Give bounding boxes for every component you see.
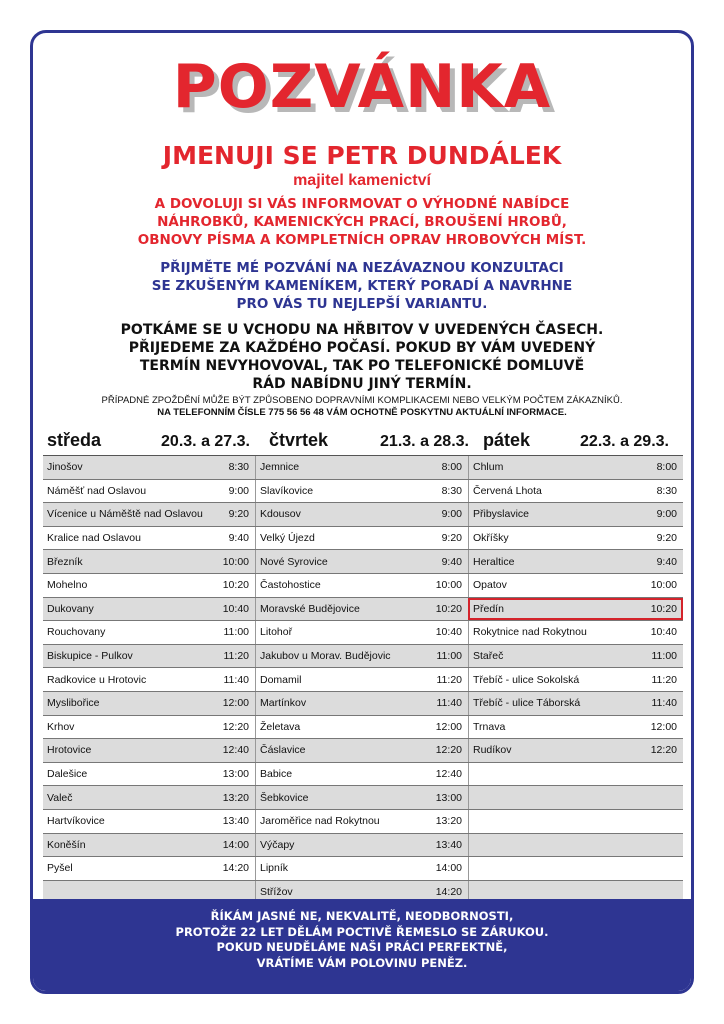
table-row [43, 716, 683, 740]
meeting-time: 13:00 [435, 791, 462, 804]
schedule-cell [255, 456, 468, 479]
meeting-time: 10:40 [650, 626, 677, 639]
schedule-cell [468, 739, 683, 762]
schedule-cell [43, 692, 255, 715]
table-row [43, 574, 683, 598]
place-name: Dalešice [47, 768, 88, 781]
schedule-cell [43, 527, 255, 550]
meeting-time: 13:20 [435, 815, 462, 828]
invitation-poster [30, 30, 694, 994]
day-header-thursday [269, 430, 469, 454]
place-name: Krhov [47, 720, 75, 733]
place-name: Jakubov u Morav. Budějovic [260, 650, 391, 663]
schedule-cell [468, 550, 683, 573]
table-row [43, 598, 683, 622]
schedule-cell [43, 598, 255, 621]
place-name: Rouchovany [47, 626, 106, 639]
place-name: Pyšel [47, 862, 73, 875]
schedule-cell [255, 668, 468, 691]
place-name: Lipník [260, 862, 289, 875]
place-name: Trnava [473, 720, 506, 733]
schedule-cell [43, 857, 255, 880]
meeting-time: 9:40 [228, 532, 249, 545]
place-name: Třebíč - ulice Táborská [473, 697, 581, 710]
schedule-cell [255, 645, 468, 668]
schedule-cell [468, 810, 683, 833]
place-name: Hartvíkovice [47, 815, 105, 828]
meeting-time: 9:00 [441, 508, 462, 521]
schedule-cell [43, 550, 255, 573]
place-name: Okříšky [473, 532, 509, 545]
meeting-time: 14:00 [435, 862, 462, 875]
schedule-cell [255, 834, 468, 857]
meeting-time: 10:00 [222, 555, 249, 568]
meeting-time: 10:20 [222, 579, 249, 592]
schedule-cell [43, 645, 255, 668]
meeting-time: 9:20 [656, 532, 677, 545]
place-name: Častohostice [260, 579, 321, 592]
place-name: Dukovany [47, 602, 94, 615]
day-name: pátek [483, 430, 531, 450]
place-name: Nové Syrovice [260, 555, 328, 568]
meeting-time: 8:30 [441, 484, 462, 497]
meeting-time: 13:40 [435, 838, 462, 851]
schedule-cell [43, 739, 255, 762]
place-name: Rudíkov [473, 744, 512, 757]
place-name: Biskupice - Pulkov [47, 650, 133, 663]
place-name: Koněšín [47, 838, 86, 851]
day-name: středa [47, 430, 102, 450]
schedule-cell [468, 456, 683, 479]
meeting-time: 11:40 [651, 697, 677, 710]
meeting-time: 13:40 [222, 815, 249, 828]
place-name: Martínkov [260, 697, 307, 710]
table-row [43, 763, 683, 787]
day-dates: 21.3. a 28.3. [380, 433, 469, 450]
delay-note-line: PŘÍPADNÉ ZPOŽDĚNÍ MŮŽE BÝT ZPŮSOBENO DOPRAVNÍMI KOMPLIKACEMI NEBO VELKÝM POČTEM ZÁKAZNÍKŮ. [101, 395, 623, 406]
place-name: Moravské Budějovice [260, 602, 360, 615]
schedule-cell [255, 550, 468, 573]
place-name: Valeč [47, 791, 73, 804]
place-name: Šebkovice [260, 791, 309, 804]
schedule-cell [43, 668, 255, 691]
schedule-cell [468, 857, 683, 880]
meeting-text [33, 321, 691, 393]
place-name: Mohelno [47, 579, 88, 592]
guarantee-footer [33, 899, 691, 991]
schedule-cell [43, 763, 255, 786]
place-name: Jaroměřice nad Rokytnou [260, 815, 380, 828]
day-dates: 22.3. a 29.3. [580, 433, 669, 450]
schedule-table [43, 455, 683, 904]
schedule-cell [255, 503, 468, 526]
meeting-time: 12:20 [435, 744, 462, 757]
place-name: Velký Újezd [260, 532, 315, 545]
place-name: Slavíkovice [260, 484, 314, 497]
schedule-cell [468, 692, 683, 715]
footer-line: ŘÍKÁM JASNÉ NE, NEKVALITĚ, NEODBORNOSTI, [210, 909, 514, 923]
schedule-cell [255, 621, 468, 644]
meeting-time: 11:00 [223, 626, 249, 639]
place-name: Náměšť nad Oslavou [47, 484, 147, 497]
meeting-time: 14:20 [435, 885, 462, 898]
meeting-time: 12:00 [650, 720, 677, 733]
meeting-time: 9:20 [441, 532, 462, 545]
schedule-cell [43, 716, 255, 739]
footer-line: PROTOŽE 22 LET DĚLÁM POCTIVĚ ŘEMESLO SE ZÁRUKOU. [175, 924, 549, 939]
meeting-time: 11:00 [436, 650, 462, 663]
table-row [43, 739, 683, 763]
meeting-time: 10:40 [435, 626, 462, 639]
meeting-time: 8:00 [656, 461, 677, 474]
meeting-time: 10:40 [222, 602, 249, 615]
meeting-time: 8:00 [441, 461, 462, 474]
schedule-cell [255, 574, 468, 597]
place-name: Jemnice [260, 461, 300, 474]
place-name: Radkovice u Hrotovic [47, 673, 147, 686]
schedule-cell [468, 716, 683, 739]
owner-name: JMENUJI SE PETR DUNDÁLEK [162, 141, 562, 170]
table-row [43, 645, 683, 669]
schedule-cell [255, 527, 468, 550]
schedule-cell [43, 456, 255, 479]
table-row [43, 527, 683, 551]
meeting-time: 11:00 [651, 650, 677, 663]
meeting-line: PŘIJEDEME ZA KAŽDÉHO POČASÍ. POKUD BY VÁM UVEDENÝ [128, 340, 596, 356]
schedule-cell [255, 763, 468, 786]
place-name: Březník [47, 555, 83, 568]
place-name: Domamil [260, 673, 302, 686]
schedule-cell [468, 527, 683, 550]
schedule-cell [255, 786, 468, 809]
owner-role: majitel kamenictví [293, 172, 431, 189]
place-name: Kdousov [260, 508, 301, 521]
place-name: Jinošov [47, 461, 83, 474]
place-name: Rokytnice nad Rokytnou [473, 626, 587, 639]
schedule-cell [468, 834, 683, 857]
meeting-time: 8:30 [656, 484, 677, 497]
offer-line: A DOVOLUJI SI VÁS INFORMOVAT O VÝHODNÉ NABÍDCE [154, 196, 570, 212]
table-row [43, 550, 683, 574]
schedule-cell [468, 480, 683, 503]
meeting-time: 11:20 [223, 650, 249, 663]
schedule-cell [468, 763, 683, 786]
meeting-time: 12:40 [222, 744, 249, 757]
meeting-time: 9:40 [441, 555, 462, 568]
place-name: Stařeč [473, 650, 504, 663]
consultation-line: PŘIJMĚTE MÉ POZVÁNÍ NA NEZÁVAZNOU KONZULTACI [160, 260, 564, 276]
schedule-cell [255, 598, 468, 621]
schedule-cell [43, 810, 255, 833]
day-header-wednesday [47, 430, 250, 454]
meeting-time: 13:20 [222, 791, 249, 804]
meeting-time: 12:00 [222, 697, 249, 710]
meeting-time: 11:20 [651, 673, 677, 686]
meeting-time: 10:20 [650, 602, 677, 615]
schedule-cell [255, 480, 468, 503]
place-name: Přibyslavice [473, 508, 530, 521]
place-name: Výčapy [260, 838, 295, 851]
footer-line: VRÁTÍME VÁM POLOVINU PENĚZ. [256, 955, 468, 970]
schedule-cell [255, 716, 468, 739]
table-row [43, 480, 683, 504]
schedule-cell [468, 786, 683, 809]
table-row [43, 621, 683, 645]
schedule-cell [43, 503, 255, 526]
schedule-cell [468, 503, 683, 526]
table-row [43, 857, 683, 881]
schedule-cell [468, 645, 683, 668]
schedule-cell [43, 786, 255, 809]
table-row [43, 668, 683, 692]
place-name: Heraltice [473, 555, 515, 568]
schedule-cell [468, 668, 683, 691]
place-name: Čáslavice [260, 744, 306, 757]
meeting-time: 10:20 [435, 602, 462, 615]
meeting-time: 8:30 [228, 461, 249, 474]
place-name: Střížov [260, 885, 293, 898]
meeting-time: 11:40 [223, 673, 249, 686]
meeting-time: 14:20 [222, 862, 249, 875]
offer-line: NÁHROBKŮ, KAMENICKÝCH PRACÍ, BROUŠENÍ HROBŮ, [157, 214, 567, 230]
table-row [43, 786, 683, 810]
delay-note [33, 395, 691, 419]
meeting-time: 12:00 [435, 720, 462, 733]
schedule-cell [43, 621, 255, 644]
meeting-time: 12:20 [650, 744, 677, 757]
consultation-text [33, 259, 691, 313]
meeting-time: 9:00 [228, 484, 249, 497]
meeting-time: 10:00 [435, 579, 462, 592]
place-name: Babice [260, 768, 293, 781]
day-header-friday [483, 430, 669, 454]
table-row [43, 456, 683, 480]
schedule-cell [468, 598, 683, 621]
meeting-time: 11:20 [436, 673, 462, 686]
table-row [43, 692, 683, 716]
meeting-line: POTKÁME SE U VCHODU NA HŘBITOV V UVEDENÝCH ČASECH. [120, 322, 604, 338]
place-name: Hrotovice [47, 744, 92, 757]
place-name: Myslibořice [47, 697, 100, 710]
meeting-line: TERMÍN NEVYHOVOVAL, TAK PO TELEFONICKÉ DOMLUVĚ [139, 358, 585, 374]
place-name: Třebíč - ulice Sokolská [473, 673, 580, 686]
table-row [43, 810, 683, 834]
schedule-cell [255, 810, 468, 833]
schedule-cell [468, 574, 683, 597]
meeting-line: RÁD NABÍDNU JINÝ TERMÍN. [252, 376, 472, 392]
footer-line: POKUD NEUDĚLÁME NAŠI PRÁCI PERFEKTNĚ, [216, 940, 508, 954]
meeting-time: 13:00 [222, 768, 249, 781]
consultation-line: PRO VÁS TU NEJLEPŠÍ VARIANTU. [236, 296, 488, 312]
schedule-cell [43, 834, 255, 857]
day-name: čtvrtek [269, 430, 329, 450]
meeting-time: 11:40 [436, 697, 462, 710]
place-name: Červená Lhota [473, 484, 542, 497]
place-name: Předín [473, 602, 504, 615]
table-row [43, 503, 683, 527]
place-name: Kralice nad Oslavou [47, 532, 141, 545]
table-row [43, 834, 683, 858]
offer-line: OBNOVY PÍSMA A KOMPLETNÍCH OPRAV HROBOVÝCH MÍST. [137, 232, 587, 248]
consultation-line: SE ZKUŠENÝM KAMENÍKEM, KTERÝ PORADÍ A NAVRHNE [151, 278, 573, 294]
place-name: Vícenice u Náměště nad Oslavou [47, 508, 203, 521]
meeting-time: 9:40 [656, 555, 677, 568]
meeting-time: 9:00 [656, 508, 677, 521]
meeting-time: 12:40 [435, 768, 462, 781]
meeting-time: 12:20 [222, 720, 249, 733]
schedule-cell [43, 574, 255, 597]
schedule-cell [255, 739, 468, 762]
meeting-time: 14:00 [222, 838, 249, 851]
schedule-cell [255, 692, 468, 715]
schedule-cell [43, 480, 255, 503]
place-name: Litohoř [260, 626, 293, 639]
schedule-cell [468, 621, 683, 644]
place-name: Chlum [473, 461, 504, 474]
schedule-cell [255, 857, 468, 880]
phone-note-line: NA TELEFONNÍM ČÍSLE 775 56 56 48 VÁM OCHOTNĚ POSKYTNU AKTUÁLNÍ INFORMACE. [157, 407, 567, 418]
meeting-time: 10:00 [650, 579, 677, 592]
offer-text [33, 195, 691, 249]
place-name: Opatov [473, 579, 507, 592]
place-name: Želetava [260, 720, 301, 733]
meeting-time: 9:20 [228, 508, 249, 521]
day-dates: 20.3. a 27.3. [161, 433, 250, 450]
poster-title: POZVÁNKA [172, 52, 552, 122]
